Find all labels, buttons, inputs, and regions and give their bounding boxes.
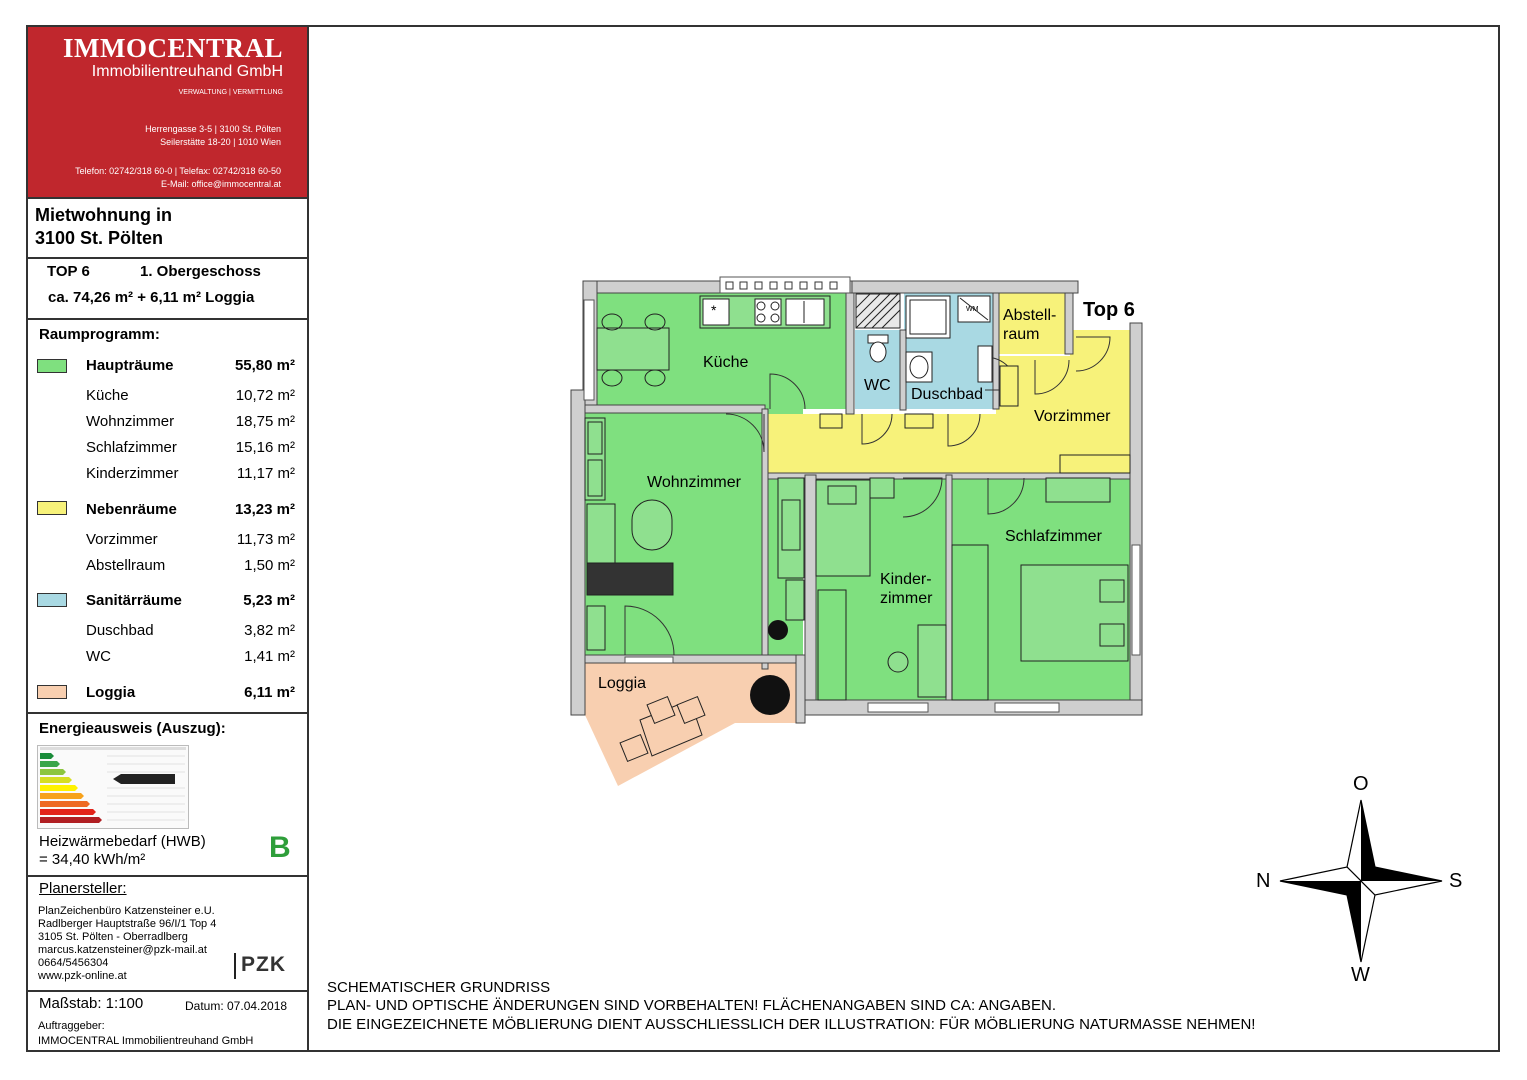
label-loggia: Loggia [598,675,647,692]
hwb-value: = 34,40 kWh/m² [39,851,146,868]
planner-line: Radlberger Hauptstraße 96/I/1 Top 4 [38,918,217,930]
energy-heading: Energieausweis (Auszug): [39,720,226,737]
group-label: Sanitärräume [86,592,182,609]
label-kueche: Küche [703,354,749,371]
group-label: Loggia [86,684,136,701]
note-line: PLAN- UND OPTISCHE ÄNDERUNGEN SIND VORBEHALTEN! FLÄCHENANGABEN SIND CA: ANGABEN. [327,997,1057,1014]
floor-label: 1. Obergeschoss [140,263,261,280]
pzk-logo-text: PZK [241,953,286,976]
room-name: Kinderzimmer [86,465,179,482]
planner-line: 3105 St. Pölten - Oberradlberg [38,931,188,943]
listing-title-line1: Mietwohnung in [35,205,172,225]
planner-line: 0664/5456304 [38,957,109,969]
compass-north-label: N [1256,870,1271,892]
compass-south-label: S [1449,870,1463,892]
room-name: Duschbad [86,622,154,639]
label-kinder-1: Kinder- [880,571,932,588]
room-program-heading: Raumprogramm: [39,326,160,343]
scale-label: Maßstab: 1:100 [39,995,144,1012]
room-area: 18,75 m² [235,413,295,430]
label-wohnzimmer: Wohnzimmer [647,474,741,491]
planner-line: marcus.katzensteiner@pzk-mail.at [38,944,207,956]
listing-title-line2: 3100 St. Pölten [35,228,164,248]
client-name: IMMOCENTRAL Immobilientreuhand GmbH [38,1035,254,1047]
room-area: 11,17 m² [236,465,295,482]
energy-class: B [269,831,291,864]
label-abstell-2: raum [1003,326,1040,343]
group-total: 5,23 m² [243,592,295,609]
room-name: Vorzimmer [86,531,158,548]
group-label: Haupträume [86,357,174,374]
client-label: Auftraggeber: [38,1020,105,1032]
label-vorzimmer: Vorzimmer [1034,408,1111,425]
logo-address-2: Seilerstätte 18-20 | 1010 Wien [160,137,281,147]
room-area: 1,41 m² [244,648,295,665]
wm-label: WM [966,306,979,313]
logo-phone: Telefon: 02742/318 60-0 | Telefax: 02742/318 60-50 [75,166,281,176]
unit-label: Top 6 [1083,299,1135,321]
note-line: SCHEMATISCHER GRUNDRISS [327,979,551,996]
group-total: 6,11 m² [244,684,295,701]
room-area: 1,50 m² [244,557,295,574]
label-duschbad: Duschbad [911,386,984,403]
loggia-plant-icon [750,675,790,715]
area-summary: ca. 74,26 m² + 6,11 m² Loggia [48,289,255,306]
compass-west-label: W [1351,964,1370,986]
compass-east-label: O [1353,773,1369,795]
room-area: 15,16 m² [235,439,295,456]
date-label: Datum: 07.04.2018 [185,999,288,1013]
oven-star-icon: * [711,302,717,318]
logo-subtitle: Immobilientreuhand GmbH [91,63,283,80]
room-area: 3,82 m² [244,622,295,639]
group-total: 13,23 m² [234,501,295,518]
logo-brand: IMMOCENTRAL [63,33,283,63]
room-area: 11,73 m² [236,531,295,548]
room-area: 10,72 m² [235,387,295,404]
room-name: WC [86,648,111,665]
room-name: Schlafzimmer [86,439,177,456]
label-schlafzimmer: Schlafzimmer [1005,528,1102,545]
label-kinder-2: zimmer [880,590,933,607]
group-label: Nebenräume [86,501,177,518]
planner-heading: Planersteller: [39,880,127,897]
logo-email: E-Mail: office@immocentral.at [160,179,281,189]
unit-number: TOP 6 [47,263,90,280]
hwb-label: Heizwärmebedarf (HWB) [39,833,206,850]
planner-line: PlanZeichenbüro Katzensteiner e.U. [38,905,215,917]
room-name: Abstellraum [86,557,166,574]
planner-line: www.pzk-online.at [38,970,127,982]
living-plant-icon [768,620,788,640]
label-abstell-1: Abstell- [1003,307,1057,324]
label-wc: WC [864,377,891,394]
logo-address-1: Herrengasse 3-5 | 3100 St. Pölten [145,124,281,134]
room-name: Wohnzimmer [86,413,175,430]
room-name: Küche [86,387,129,404]
logo-tagline: VERWALTUNG | VERMITTLUNG [178,89,283,96]
note-line: DIE EINGEZEICHNETE MÖBLIERUNG DIENT AUSSCHLIESSLICH DER ILLUSTRATION: FÜR MÖBLIERUNG NATURMASSE NEHMEN! [327,1016,1256,1033]
group-total: 55,80 m² [234,357,295,374]
compass-rose [1280,800,1442,962]
